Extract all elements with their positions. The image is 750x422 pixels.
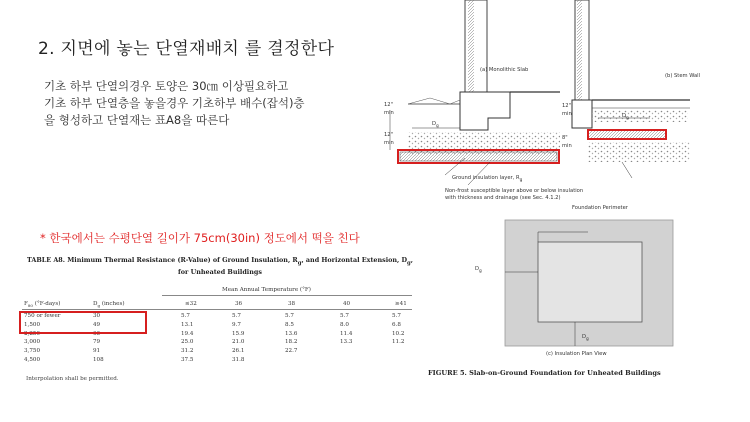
col-dg-sub: g xyxy=(97,303,101,309)
table-cell: 11.4 xyxy=(340,330,353,337)
figure-caption: FIGURE 5. Slab-on-Ground Foundation for Unheated Buildings xyxy=(428,369,661,377)
table-cell: 8.5 xyxy=(285,321,294,328)
table-caption: TABLE A8. Minimum Thermal Resistance (R-Value) of Ground Insulation, $R_g$, and Horizontal Extension, $D_g$, for Unheated Buildings xyxy=(20,256,420,277)
table-footnote: Interpolation shall be permitted. xyxy=(26,376,119,382)
table-cell: 79 xyxy=(93,339,101,346)
dg-label xyxy=(432,121,439,129)
body-line: 을 형성하고 단열재는 표A8을 따른다 xyxy=(44,113,230,127)
red-note: * 한국에서는 수평단열 길이가 75cm(30in) 정도에서 떡을 친다 xyxy=(40,231,360,245)
table-cell: 5.7 xyxy=(340,313,349,319)
table-cell: 30 xyxy=(93,313,101,319)
dg-text: D xyxy=(582,334,586,340)
dim-label: 12" xyxy=(562,103,571,109)
table-cell: 15.9 xyxy=(232,330,245,337)
table-cell: 5.7 xyxy=(285,313,294,319)
dim-label: 8" xyxy=(562,135,568,141)
ground-layer-sub: g xyxy=(519,178,523,184)
table-highlight-box xyxy=(19,311,147,334)
dg-text: D xyxy=(622,113,626,119)
dim-label: 12" xyxy=(384,132,393,138)
caption-text: TABLE A8. Minimum Thermal Resistance (R-Value) of Ground Insulation, R xyxy=(26,256,298,264)
dim-label: min xyxy=(384,110,394,116)
table-cell: 21.0 xyxy=(232,339,245,346)
col-header-temp: ≤32 xyxy=(185,301,197,307)
caption-sub: g xyxy=(297,260,302,267)
table-cell: 11.2 xyxy=(392,339,405,346)
table-cell: 13.1 xyxy=(181,321,194,328)
table-cell: 10.2 xyxy=(392,330,405,337)
table-cell: 13.3 xyxy=(340,339,353,346)
caption-line2: for Unheated Buildings xyxy=(178,268,262,277)
ground-layer-text: Ground insulation layer, R xyxy=(452,175,520,181)
dg-label xyxy=(622,113,629,121)
table-cell: 22.7 xyxy=(285,348,298,355)
table-cell: 31.2 xyxy=(181,348,194,355)
dim-label: min xyxy=(562,111,572,117)
col-header-fi xyxy=(24,301,60,308)
dim-label: 12" xyxy=(384,102,393,108)
monolithic-slab-section xyxy=(390,0,560,185)
table-cell: 5.7 xyxy=(232,313,241,319)
table-cell: 6.8 xyxy=(392,321,401,328)
table-rule xyxy=(22,309,412,310)
dg-sub: g xyxy=(436,124,439,130)
plan-view xyxy=(505,220,673,346)
col-header-temp: 38 xyxy=(288,301,296,307)
table-cell: 19.4 xyxy=(181,330,194,337)
ground-layer-label xyxy=(452,175,522,183)
table-cell: 1,500 xyxy=(24,321,41,328)
table-cell: 91 xyxy=(93,348,101,355)
col-header-temp: 36 xyxy=(235,301,243,307)
dim-label: min xyxy=(384,140,394,146)
table-cell: 8.0 xyxy=(340,321,349,328)
dg-sub: g xyxy=(479,269,482,275)
foundation-diagram xyxy=(360,0,750,422)
caption-text: , and Horizontal Extension, D xyxy=(301,256,408,264)
body-line: 기초 하부 단열의경우 토양은 30㎝ 이상필요하고 xyxy=(44,79,289,93)
slide-title: 2. 지면에 놓는 단열재배치 를 결정한다 xyxy=(38,39,335,59)
label-monolithic: (a) Monolithic Slab xyxy=(480,67,529,73)
slide-body xyxy=(44,78,305,129)
table-cell: 3,750 xyxy=(24,348,41,355)
plan-caption: (c) Insulation Plan View xyxy=(546,351,607,357)
table-cell: 108 xyxy=(93,357,104,363)
label-stem-wall: (b) Stem Wall xyxy=(665,73,701,79)
col-fi-text: F xyxy=(24,301,28,307)
table-cell: 2,250 xyxy=(24,330,41,337)
plan-dg-left xyxy=(475,266,482,274)
dg-sub: g xyxy=(586,337,589,343)
table-cell: 5.7 xyxy=(181,313,190,319)
dg-text: D xyxy=(475,266,479,272)
stem-wall-section xyxy=(572,0,690,178)
table-cell: 750 or fewer xyxy=(24,313,61,319)
dg-text: D xyxy=(432,121,436,127)
plan-dg-bottom xyxy=(582,334,589,342)
col-header-dg xyxy=(93,301,125,308)
col-fi-rest: (°F-days) xyxy=(32,301,61,307)
table-cell: 18.2 xyxy=(285,339,298,346)
col-header-temp: ≥41 xyxy=(395,301,407,307)
table-cell: 13.6 xyxy=(285,330,298,337)
dg-sub: g xyxy=(626,116,629,122)
caption-sub: g xyxy=(407,260,411,267)
foundation-perimeter-label: Foundation Perimeter xyxy=(572,205,628,211)
col-header-temp: 40 xyxy=(343,301,351,307)
dim-label: min xyxy=(562,143,572,149)
table-cell: 5.7 xyxy=(392,313,401,319)
col-fi-sub: 80 xyxy=(27,303,33,309)
table-cell: 3,000 xyxy=(24,339,41,346)
nonfrost-label: Non-frost susceptible layer above or below insulation xyxy=(445,188,584,194)
col-dg-rest: (inches) xyxy=(100,301,125,307)
body-line: 기초 하부 단열층을 놓을경우 기초하부 배수(잡석)층 xyxy=(44,96,305,110)
table-group-header: Mean Annual Temperature (°F) xyxy=(222,287,311,293)
nonfrost-label: with thickness and drainage (see Sec. 4.1.2) xyxy=(445,195,561,201)
table-cell: 37.5 xyxy=(181,357,194,363)
table-cell: 26.1 xyxy=(232,348,245,355)
table-cell: 4,500 xyxy=(24,357,41,363)
table-cell: 9.7 xyxy=(232,321,241,328)
table-cell: 25.0 xyxy=(181,339,194,346)
col-dg-text: D xyxy=(93,301,98,307)
table-cell: 49 xyxy=(93,321,101,328)
table-cell: 31.8 xyxy=(232,357,245,363)
foundation-drawing xyxy=(360,0,750,422)
table-cell: 63 xyxy=(93,330,101,337)
